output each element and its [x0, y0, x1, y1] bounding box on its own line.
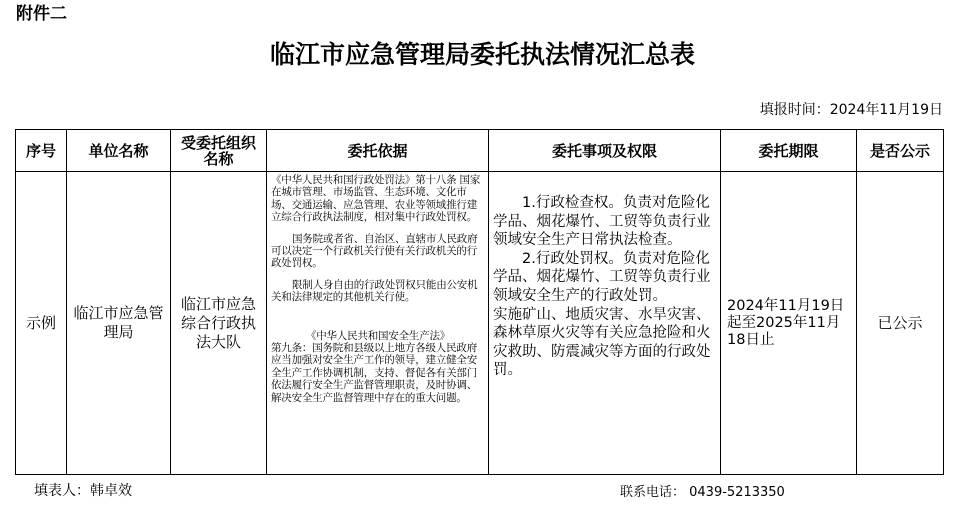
cell-unit: 临江市应急管理局: [67, 172, 171, 475]
filler-name: 填表人：韩卓效: [34, 483, 132, 499]
basis-paragraph-3: 限制人身自由的行政处罚权只能由公安机关和法律规定的其他机关行使。: [271, 278, 478, 304]
item-1: 1.行政检查权。负责对危险化学品、烟花爆竹、工贸等负责行业领域安全生产日常执法检查。: [493, 195, 711, 249]
header-seq: 序号: [16, 130, 67, 172]
summary-table: [15, 129, 944, 475]
table-row: [16, 172, 944, 475]
cell-entrusted: 临江市应急综合行政执法大队: [171, 172, 267, 475]
cell-seq: 示例: [16, 172, 67, 475]
cell-public: 已公示: [857, 172, 944, 475]
cell-term: 2024年11月19日起至2025年11月18日止: [721, 172, 857, 475]
header-unit: 单位名称: [67, 130, 171, 172]
basis-paragraph-4: 第九条：国务院和县级以上地方各级人民政府应当加强对安全生产工作的领导，建立健全安全生产工作协调机制，支持、督促各有关部门依法履行安全生产监督管理职责，及时协调、解决安全生产监督管理中存在的重大问题。: [271, 342, 477, 404]
table-header-row: [16, 130, 944, 172]
basis-paragraph-2: 国务院或者省、自治区、直辖市人民政府可以决定一个行政机关行使有关行政机关的行政处罚权。: [271, 232, 478, 270]
item-2: 2.行政处罚权。负责对危险化学品、烟花爆竹、工贸等负责行业领域安全生产的行政处罚。: [493, 250, 711, 304]
header-entrusted: 受委托组织名称: [171, 130, 267, 172]
document-title: 临江市应急管理局委托执法情况汇总表: [269, 40, 695, 69]
header-term: 委托期限: [721, 130, 857, 172]
basis-paragraph-1: 《中华人民共和国行政处罚法》第十八条 国家在城市管理、市场监管、生态环境、文化市场、交通运输、应急管理、农业等领域推行建立综合行政执法制度，相对集中行政处罚权。: [271, 174, 481, 224]
header-items: 委托事项及权限: [489, 130, 721, 172]
cell-basis: [267, 172, 489, 475]
fill-date: 填报时间：2024年11月19日: [759, 102, 943, 118]
header-public: 是否公示: [857, 130, 944, 172]
attachment-label: 附件二: [16, 4, 67, 24]
basis-law-title: 《中华人民共和国安全生产法》: [305, 329, 451, 342]
cell-items: [489, 172, 721, 475]
contact-phone: 联系电话： 0439-5213350: [620, 485, 785, 500]
header-basis: 委托依据: [267, 130, 489, 172]
item-3: 实施矿山、地质灾害、水旱灾害、森林草原火灾等有关应急抢险和火灾救助、防震减灾等方面的行政处罚。: [493, 306, 711, 379]
